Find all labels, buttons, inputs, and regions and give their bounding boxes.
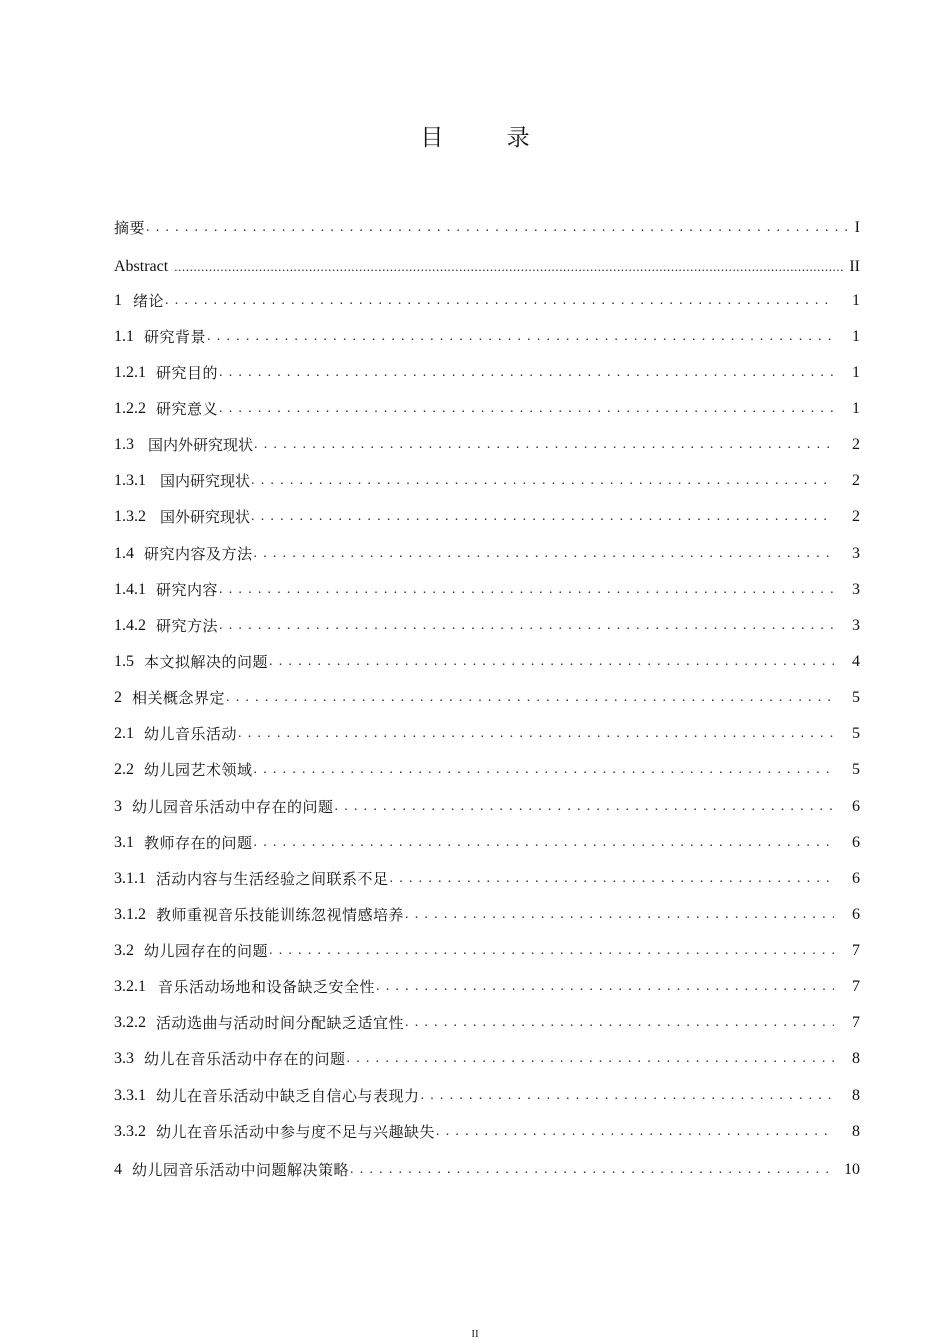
toc-entry-number: 3.2.2: [114, 1014, 146, 1031]
toc-entry-label: 教师重视音乐技能训练忽视情感培养: [156, 906, 405, 924]
toc-entry-label: 幼儿在音乐活动中缺乏自信心与表现力: [156, 1087, 420, 1105]
toc-entry-number: 2.1: [114, 725, 134, 742]
toc-entry-number: 3.1.1: [114, 870, 146, 887]
toc-entry-page: I: [854, 219, 860, 236]
toc-entry-1-4-2[interactable]: [114, 612, 860, 636]
toc-entry-label: 研究背景: [144, 328, 207, 346]
dot-leader: [335, 797, 834, 817]
toc-entry-label: 摘要: [114, 219, 146, 237]
dot-leader: [405, 1013, 834, 1033]
toc-entry-label: 幼儿园艺术领域: [144, 761, 253, 779]
toc-entry-1-3-1[interactable]: [114, 467, 860, 491]
toc-entry-number: 3.3.2: [114, 1123, 146, 1140]
toc-entry-1-1[interactable]: [114, 323, 860, 347]
toc-entry-page: 5: [852, 761, 860, 778]
toc-entry-3-3-1[interactable]: [114, 1082, 860, 1106]
toc-entry-page: 2: [852, 508, 860, 525]
toc-entry-1[interactable]: [114, 287, 860, 311]
toc-entry-number: 1: [114, 292, 122, 309]
toc-entry-page: 8: [852, 1050, 860, 1067]
toc-entry-page: 10: [844, 1161, 860, 1178]
toc-entry-label: 音乐活动场地和设备缺乏安全性: [158, 978, 376, 996]
toc-entry-label: 本文拟解决的问题: [144, 653, 269, 671]
toc-entry-number: 1.2.1: [114, 364, 146, 381]
toc-entry-page: 2: [852, 436, 860, 453]
toc-entry-2-2[interactable]: [114, 756, 860, 780]
toc-entry-2[interactable]: [114, 684, 860, 708]
dot-leader: [405, 905, 834, 925]
toc-entry-page: 6: [852, 870, 860, 887]
toc-entry-number: 1.4: [114, 545, 134, 562]
toc-entry-number: 1.4.1: [114, 581, 146, 598]
toc-entry-number: 1.3: [114, 436, 134, 453]
dot-leader: [421, 1086, 834, 1106]
toc-entry-label: 幼儿园存在的问题: [144, 942, 269, 960]
toc-entry-3-2[interactable]: [114, 937, 860, 961]
toc-entry-number: 1.3.2: [114, 508, 146, 525]
dot-leader: [226, 688, 834, 708]
toc-entry-number: 1.4.2: [114, 617, 146, 634]
toc-entry-page: 6: [852, 798, 860, 815]
toc-entry-number: 3.1.2: [114, 906, 146, 923]
toc-entry-label: 国内外研究现状: [148, 436, 254, 454]
toc-entry-number: 2: [114, 689, 122, 706]
toc-entry-number: 1.2.2: [114, 400, 146, 417]
toc-entry-page: 1: [852, 292, 860, 309]
dot-leader: [376, 977, 834, 997]
toc-entry-number: 3.2.1: [114, 978, 146, 995]
toc-entry-1-2-2[interactable]: [114, 395, 860, 419]
toc-entry-page: 4: [852, 653, 860, 670]
toc-entry-2-1[interactable]: [114, 720, 860, 744]
footer-page-number: II: [471, 1328, 479, 1340]
toc-entry-3-1-2[interactable]: [114, 901, 860, 925]
toc-entry-label: 幼儿园音乐活动中存在的问题: [132, 798, 334, 816]
toc-entry-page: II: [849, 258, 860, 275]
dot-leader: [254, 760, 834, 780]
toc-entry-3[interactable]: [114, 793, 860, 817]
toc-entry-number: 4: [114, 1161, 122, 1178]
toc-entry-page: 6: [852, 834, 860, 851]
toc-entry-number: 1.5: [114, 653, 134, 670]
dot-leader: [219, 580, 834, 600]
dot-leader: [254, 544, 834, 564]
toc-entry-label: 研究目的: [156, 364, 219, 382]
toc-entry-page: 5: [852, 689, 860, 706]
toc-entry-page: 7: [852, 1014, 860, 1031]
page-title: 目 录: [420, 125, 558, 151]
toc-entry-1-4-1[interactable]: [114, 576, 860, 600]
toc-entry-1-3-2[interactable]: [114, 503, 860, 527]
toc-entry-page: 7: [852, 942, 860, 959]
dot-leader: [174, 257, 845, 277]
toc-entry-label: 幼儿音乐活动: [144, 725, 238, 743]
toc-entry-1-2-1[interactable]: [114, 359, 860, 383]
toc-entry-number: 1.3.1: [114, 472, 146, 489]
dot-leader: [254, 833, 834, 853]
dot-leader: [350, 1160, 834, 1180]
toc-entry-3-1[interactable]: [114, 829, 860, 853]
toc-entry-abstract-cn[interactable]: [114, 214, 860, 238]
toc-entry-number: 3.3.1: [114, 1087, 146, 1104]
dot-leader: [254, 435, 834, 455]
dot-leader: [251, 471, 834, 491]
toc-entry-1-3[interactable]: [114, 431, 860, 455]
toc-entry-label: 研究方法: [156, 617, 219, 635]
toc-entry-page: 5: [852, 725, 860, 742]
dot-leader: [251, 507, 834, 527]
toc-entry-3-2-2[interactable]: [114, 1009, 860, 1033]
toc-entry-number: 3.2: [114, 942, 134, 959]
toc-entry-3-3-2[interactable]: [114, 1118, 860, 1142]
toc-entry-number: 3: [114, 798, 122, 815]
toc-entry-label: 研究内容: [156, 581, 219, 599]
dot-leader: [165, 291, 834, 311]
toc-entry-label: 活动选曲与活动时间分配缺乏适宜性: [156, 1014, 405, 1032]
dot-leader: [269, 941, 834, 961]
toc-entry-page: 3: [852, 617, 860, 634]
toc-entry-number: 3.3: [114, 1050, 134, 1067]
toc-entry-label: 幼儿在音乐活动中存在的问题: [144, 1050, 346, 1068]
toc-entry-1-4[interactable]: [114, 540, 860, 564]
dot-leader: [219, 399, 834, 419]
toc-entry-label: 研究意义: [156, 400, 219, 418]
toc-entry-abstract-en[interactable]: [114, 253, 860, 277]
dot-leader: [219, 363, 834, 383]
toc-entry-number: 2.2: [114, 761, 134, 778]
toc-entry-page: 3: [852, 545, 860, 562]
toc-entry-label: 相关概念界定: [132, 689, 226, 707]
toc-entry-label: 幼儿园音乐活动中问题解决策略: [132, 1161, 350, 1179]
toc-entry-page: 7: [852, 978, 860, 995]
dot-leader: [269, 652, 834, 672]
dot-leader: [146, 218, 850, 238]
dot-leader: [347, 1049, 834, 1069]
toc-entry-page: 6: [852, 906, 860, 923]
toc-entry-page: 3: [852, 581, 860, 598]
toc-entry-4[interactable]: [114, 1156, 860, 1180]
dot-leader: [390, 869, 834, 889]
dot-leader: [238, 724, 834, 744]
toc-entry-page: 1: [852, 364, 860, 381]
toc-entry-label: 教师存在的问题: [144, 834, 253, 852]
toc-entry-label: 绪论: [133, 292, 165, 310]
toc-entry-page: 1: [852, 400, 860, 417]
toc-entry-page: 2: [852, 472, 860, 489]
dot-leader: [436, 1122, 834, 1142]
toc-entry-number: 1.1: [114, 328, 134, 345]
toc-entry-3-1-1[interactable]: [114, 865, 860, 889]
toc-entry-number: 3.1: [114, 834, 134, 851]
toc-entry-page: 8: [852, 1087, 860, 1104]
toc-entry-page: 8: [852, 1123, 860, 1140]
toc-entry-1-5[interactable]: [114, 648, 860, 672]
toc-entry-label: 活动内容与生活经验之间联系不足: [156, 870, 389, 888]
toc-entry-label: 国外研究现状: [160, 508, 251, 526]
toc-entry-label: 研究内容及方法: [144, 545, 253, 563]
toc-entry-3-2-1[interactable]: [114, 973, 860, 997]
toc-entry-page: 1: [852, 328, 860, 345]
dot-leader: [219, 616, 834, 636]
dot-leader: [207, 327, 834, 347]
toc-entry-label: Abstract: [114, 258, 169, 275]
toc-entry-label: 国内研究现状: [160, 472, 251, 490]
toc-entry-label: 幼儿在音乐活动中参与度不足与兴趣缺失: [156, 1123, 436, 1141]
toc-entry-3-3[interactable]: [114, 1045, 860, 1069]
